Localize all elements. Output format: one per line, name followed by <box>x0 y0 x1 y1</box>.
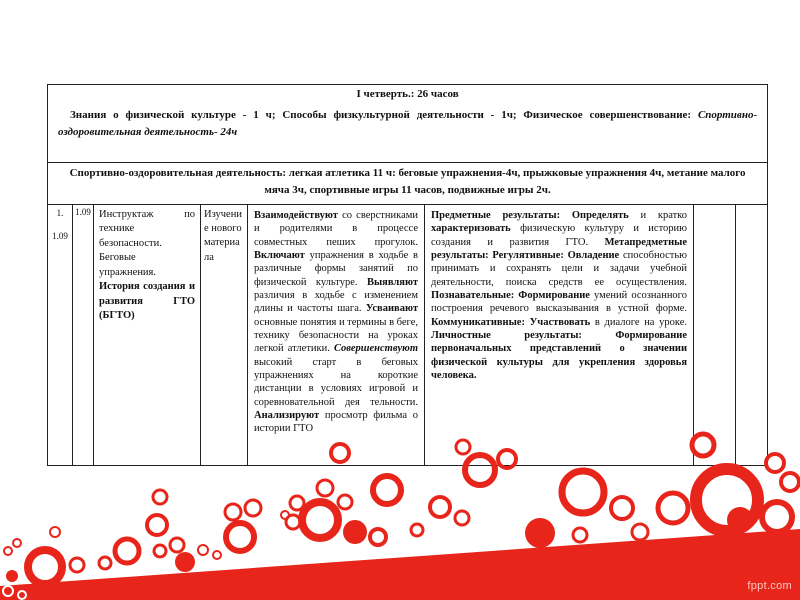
empty-cell-2 <box>736 205 768 466</box>
curriculum-table-wrap <box>47 84 767 466</box>
results-cell: Предметные результаты: Определять и кратко характеризовать физическую культуру и историю создания и развития ГТО. Метапредметные результаты: Регулятивные: Овладение способностью принимать и сохранять цели и задачи учебной деятельности, поиска средств ее осуществления. Познавательные: Формирование умений осознанного построения речевого высказывания в устной форме. Коммуникативные: Участвовать в диалоге на уроке. Личностные результаты: Формирование первоначальных представлений о значении физической культуры для укрепления здоровья человека. <box>425 205 694 466</box>
quarter-summary: Знания о физической культуре - 1 ч; Способы физкультурной деятельности - 1ч; Физическое совершенствование: Спортивно-оздоровительная деятельность- 24ч <box>58 109 758 138</box>
quarter-header-cell <box>48 85 768 163</box>
activities-cell: Взаимодействуют со сверстниками и родителями в процессе совместных пеших прогулок. Включают упражнения в ходьбе в различные формы занятий по физической культуре. Выявляют различия в ходьбе с изменением длины и частоты шага. Усваивают основные понятия и термины в беге, технику безопасности на уроках легкой атлетики. Совершенствуют высокий старт в беговых упражнениях на короткие дистанции в условиях игровой и соревновательной дея тельности. Анализируют просмотр фильма о истории ГТО <box>248 205 425 466</box>
section-header-cell: Спортивно-оздоровительная деятельность: легкая атлетика 11 ч: беговые упражнения-4ч, прыжковые упражнения 4ч, метание малого мяча 3ч, спортивные игры 11 часов, подвижные игры 2ч. <box>48 163 768 205</box>
lesson-number-cell <box>48 205 73 466</box>
empty-cell-1 <box>694 205 736 466</box>
bottom-wave-decoration <box>0 430 800 600</box>
date-cell: 1.09 <box>73 205 94 466</box>
lesson-number-date: 1.09 <box>52 230 68 241</box>
curriculum-table <box>47 84 768 466</box>
lesson-type-cell: Изучение нового материала <box>201 205 248 466</box>
quarter-title: I четверть.: 26 часов <box>356 88 459 100</box>
topic-cell: Инструктаж по технике безопасности. Беговые упражнения. История создания и развития ГТО (БГТО) <box>94 205 201 466</box>
lesson-number: 1. <box>56 208 64 218</box>
fppt-watermark: fppt.com <box>747 580 792 592</box>
